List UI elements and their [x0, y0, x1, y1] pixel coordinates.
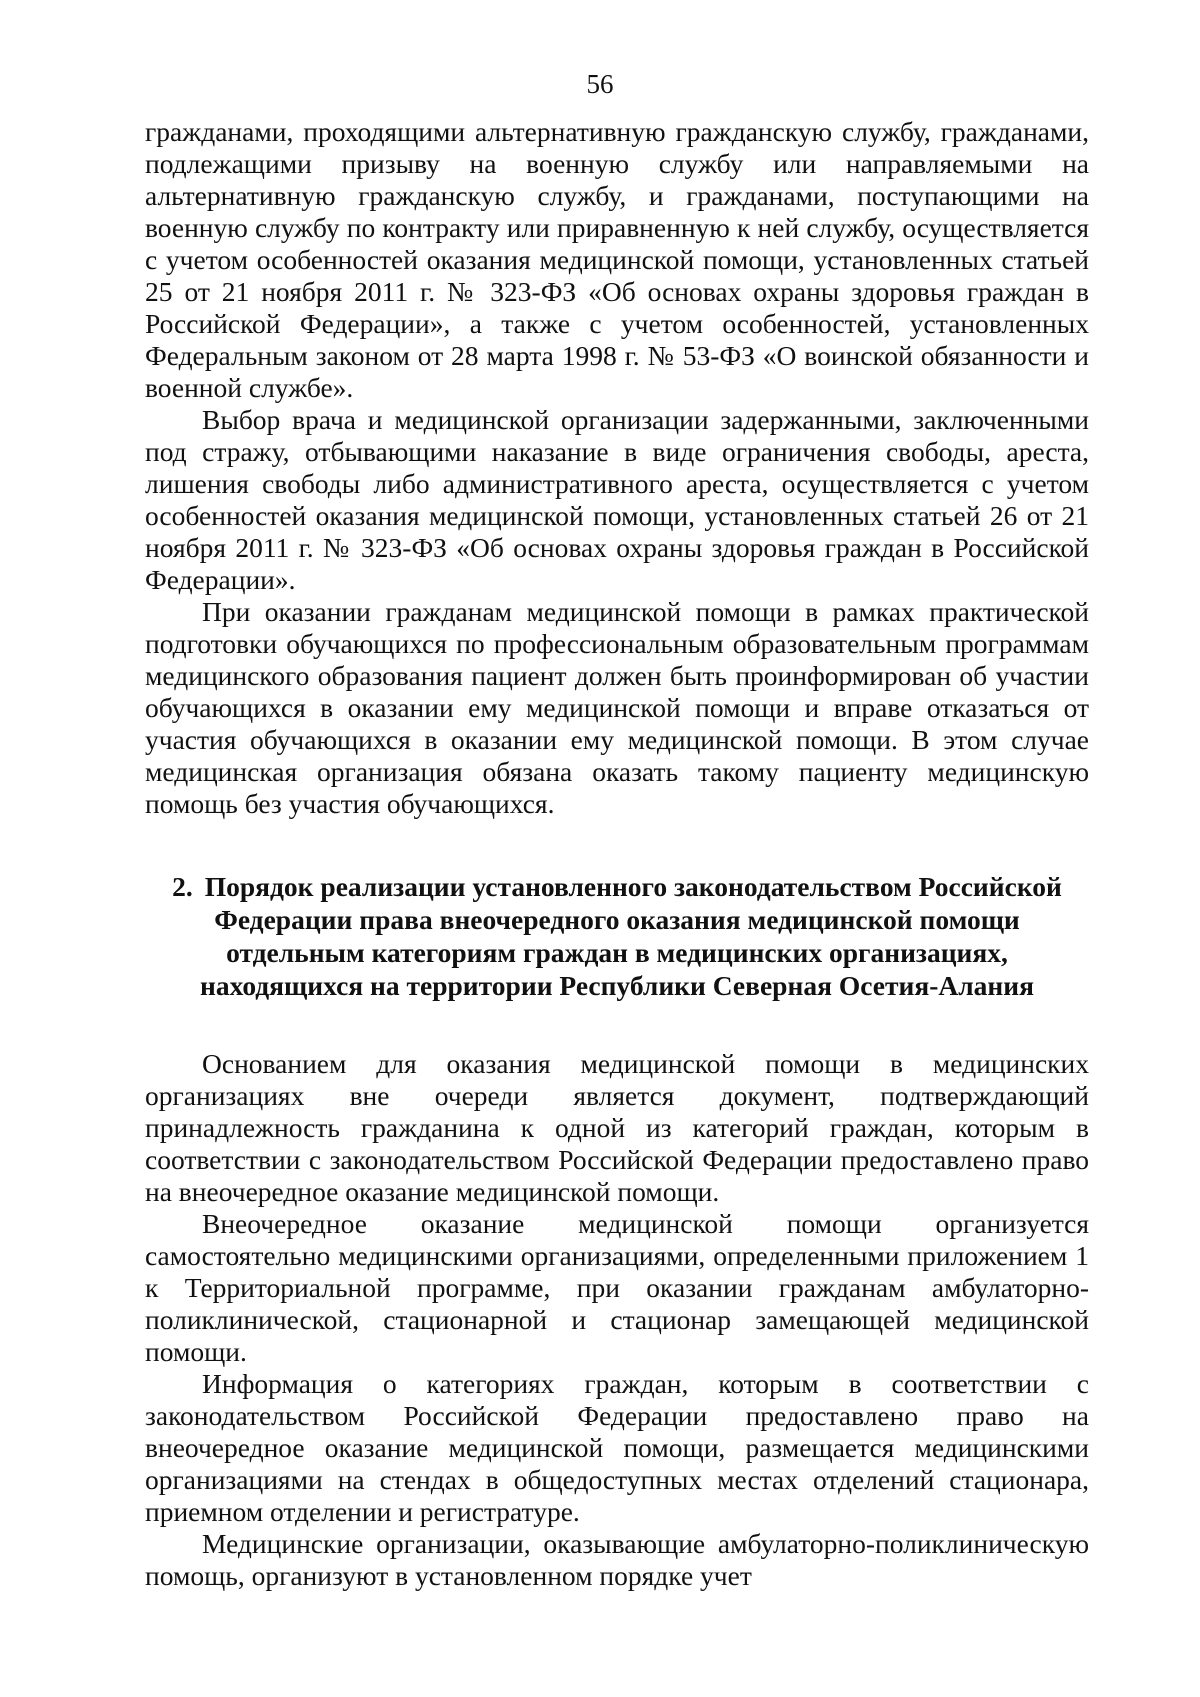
- paragraph: гражданами, проходящими альтернативную гражданскую службу, гражданами, подлежащими призыву на военную службу или направляемыми на альтернативную гражданскую службу, и гражданами, поступающими на военную службу по контракту или приравненную к ней службу, осуществляется с учетом особенностей оказания медицинской помощи, установленных статьей 25 от 21 ноября 2011 г. № 323-ФЗ «Об основах охраны здоровья граждан в Российской Федерации», а также с учетом особенностей, установленных Федеральным законом от 28 марта 1998 г. № 53-ФЗ «О воинской обязанности и военной службе».: [145, 116, 1089, 403]
- paragraph: Медицинские организации, оказывающие амбулаторно-поликлиническую помощь, организуют в установленном порядке учет: [145, 1528, 1089, 1591]
- paragraph: При оказании гражданам медицинской помощи в рамках практической подготовки обучающихся по профессиональным образовательным программам медицинского образования пациент должен быть проинформирован об участии обучающихся в оказании ему медицинской помощи и вправе отказаться от участия обучающихся в оказании ему медицинской помощи. В этом случае медицинская организация обязана оказать такому пациенту медицинскую помощь без участия обучающихся.: [145, 596, 1089, 819]
- paragraph: Информация о категориях граждан, которым в соответствии с законодательством Российской Федерации предоставлено право на внеочередное оказание медицинской помощи, размещается медицинскими организациями на стендах в общедоступных местах отделений стационара, приемном отделении и регистратуре.: [145, 1368, 1089, 1527]
- section-title: Порядок реализации установленного законодательством Российской Федерации права внеочередного оказания медицинской помощи отдельным категориям граждан в медицинских организациях, находящихся на территории Республики Северная Осетия-Алания: [200, 871, 1062, 1001]
- section-number: 2.: [172, 871, 193, 902]
- section-heading: [145, 870, 1089, 1002]
- paragraph: Внеочередное оказание медицинской помощи организуется самостоятельно медицинскими организациями, определенными приложением 1 к Территориальной программе, при оказании гражданам амбулаторно-поликлинической, стационарной и стационар замещающей медицинской помощи.: [145, 1208, 1089, 1367]
- paragraph: Основанием для оказания медицинской помощи в медицинских организациях вне очереди является документ, подтверждающий принадлежность гражданина к одной из категорий граждан, которым в соответствии с законодательством Российской Федерации предоставлено право на внеочередное оказание медицинской помощи.: [145, 1048, 1089, 1207]
- page-number: 56: [586, 69, 614, 99]
- document-body: [145, 116, 1089, 1592]
- paragraph: Выбор врача и медицинской организации задержанными, заключенными под стражу, отбывающими наказание в виде ограничения свободы, ареста, лишения свободы либо административного ареста, осуществляется с учетом особенностей оказания медицинской помощи, установленных статьей 26 от 21 ноября 2011 г. № 323-ФЗ «Об основах охраны здоровья граждан в Российской Федерации».: [145, 404, 1089, 595]
